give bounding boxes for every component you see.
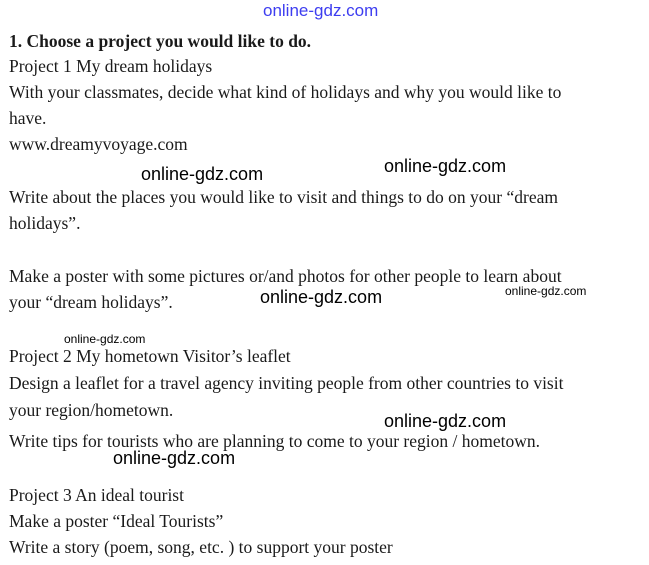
project-3-title: Project 3 An ideal tourist [9,485,184,505]
project-1-title: Project 1 My dream holidays [9,56,213,76]
project-2-text: your region/hometown. [9,400,174,420]
project-1-text: have. [9,108,47,128]
project-1-text: With your classmates, decide what kind of holidays and why you would like to [9,82,562,102]
project-3-text: Write a story (poem, song, etc. ) to support your poster [9,537,393,557]
watermark: online-gdz.com [384,411,507,431]
project-1-url: www.dreamyvoyage.com [9,134,188,154]
watermark: online-gdz.com [64,332,146,346]
task-heading: 1. Choose a project you would like to do. [9,31,312,51]
project-1-text: holidays”. [9,213,81,233]
project-1-text: Make a poster with some pictures or/and photos for other people to learn about [9,266,562,286]
watermark: online-gdz.com [260,287,383,307]
project-2-text: Design a leaflet for a travel agency inviting people from other countries to visit [9,373,564,393]
watermark-top: online-gdz.com [263,1,379,20]
project-1-text: Write about the places you would like to visit and things to do on your “dream [9,187,558,207]
watermark: online-gdz.com [113,448,236,468]
project-1-text: your “dream holidays”. [9,292,173,312]
watermark: online-gdz.com [384,156,507,176]
project-3-text: Make a poster “Ideal Tourists” [9,511,224,531]
project-2-text: Write tips for tourists who are planning to come to your region / hometown. [9,431,540,451]
watermark: online-gdz.com [141,164,264,184]
watermark: online-gdz.com [505,284,587,298]
project-2-title: Project 2 My hometown Visitor’s leaflet [9,346,291,366]
